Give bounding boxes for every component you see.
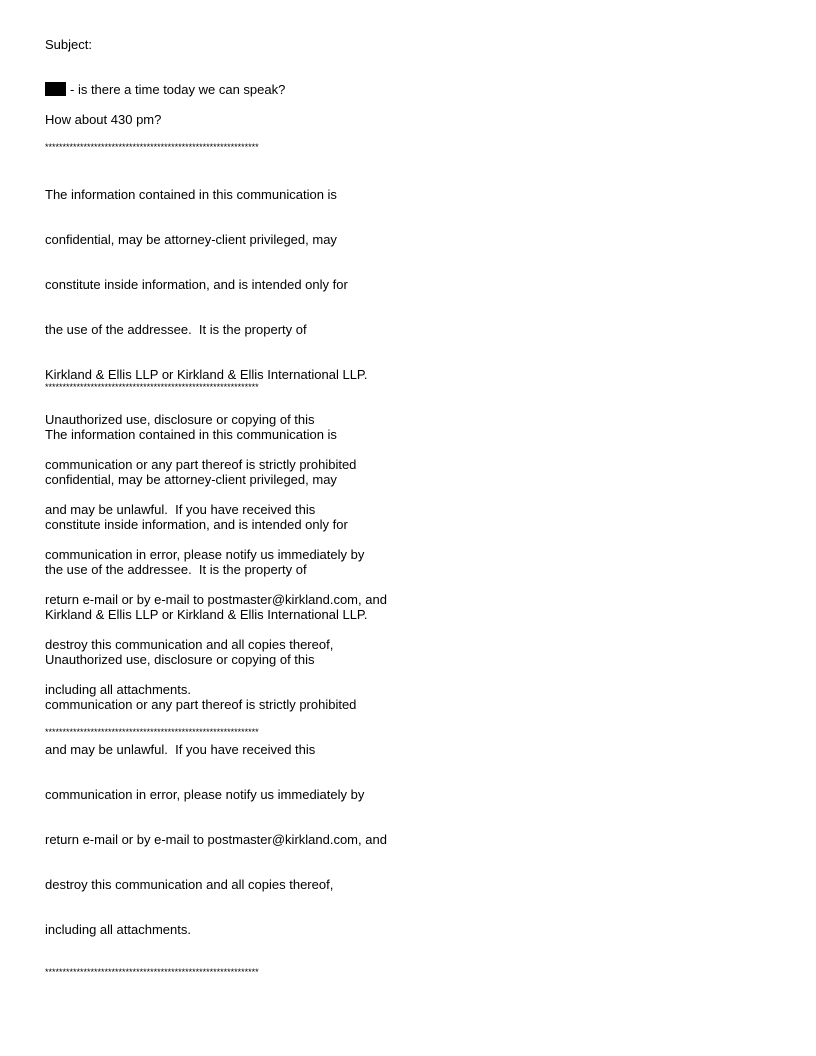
disclaimer-line: and may be unlawful. If you have received this — [45, 502, 316, 517]
disclaimer-line: the use of the addressee. It is the property of — [45, 562, 307, 577]
disclaimer-line: constitute inside information, and is intended only for — [45, 277, 348, 292]
disclaimer-line: destroy this communication and all copies thereof, — [45, 877, 334, 892]
subject-label: Subject: — [45, 37, 92, 52]
disclaimer-line: The information contained in this communication is — [45, 187, 337, 202]
disclaimer-top-border: ************************************************************* — [45, 382, 259, 392]
disclaimer-line: The information contained in this communication is — [45, 427, 337, 442]
disclaimer-line: the use of the addressee. It is the property of — [45, 322, 307, 337]
disclaimer-line: communication or any part thereof is strictly prohibited — [45, 457, 357, 472]
confidentiality-disclaimer — [45, 382, 445, 977]
disclaimer-line: return e-mail or by e-mail to postmaster@kirkland.com, and — [45, 592, 387, 607]
disclaimer-line: Unauthorized use, disclosure or copying of this — [45, 412, 315, 427]
disclaimer-line: communication in error, please notify us immediately by — [45, 547, 365, 562]
disclaimer-line: Unauthorized use, disclosure or copying of this — [45, 652, 315, 667]
disclaimer-line: communication or any part thereof is strictly prohibited — [45, 697, 357, 712]
disclaimer-line: and may be unlawful. If you have received this — [45, 742, 316, 757]
message-reply: How about 430 pm? — [45, 112, 162, 127]
disclaimer-line: Kirkland & Ellis LLP or Kirkland & Ellis International LLP. — [45, 607, 368, 622]
disclaimer-line: including all attachments. — [45, 682, 191, 697]
message-question — [45, 82, 285, 98]
disclaimer-line: destroy this communication and all copies thereof, — [45, 637, 334, 652]
disclaimer-top-border: ************************************************************* — [45, 142, 259, 152]
disclaimer-line: including all attachments. — [45, 922, 191, 937]
redaction-block — [45, 82, 66, 96]
disclaimer-body — [45, 397, 445, 967]
disclaimer-line: Kirkland & Ellis LLP or Kirkland & Ellis International LLP. — [45, 367, 368, 382]
disclaimer-line: confidential, may be attorney-client privileged, may — [45, 472, 337, 487]
disclaimer-bottom-border: ************************************************************* — [45, 967, 259, 977]
disclaimer-line: constitute inside information, and is intended only for — [45, 517, 348, 532]
disclaimer-line: return e-mail or by e-mail to postmaster@kirkland.com, and — [45, 832, 387, 847]
disclaimer-line: communication in error, please notify us immediately by — [45, 787, 365, 802]
disclaimer-line: confidential, may be attorney-client privileged, may — [45, 232, 337, 247]
question-text: - is there a time today we can speak? — [70, 82, 286, 97]
disclaimer-bottom-border: ************************************************************* — [45, 727, 259, 737]
